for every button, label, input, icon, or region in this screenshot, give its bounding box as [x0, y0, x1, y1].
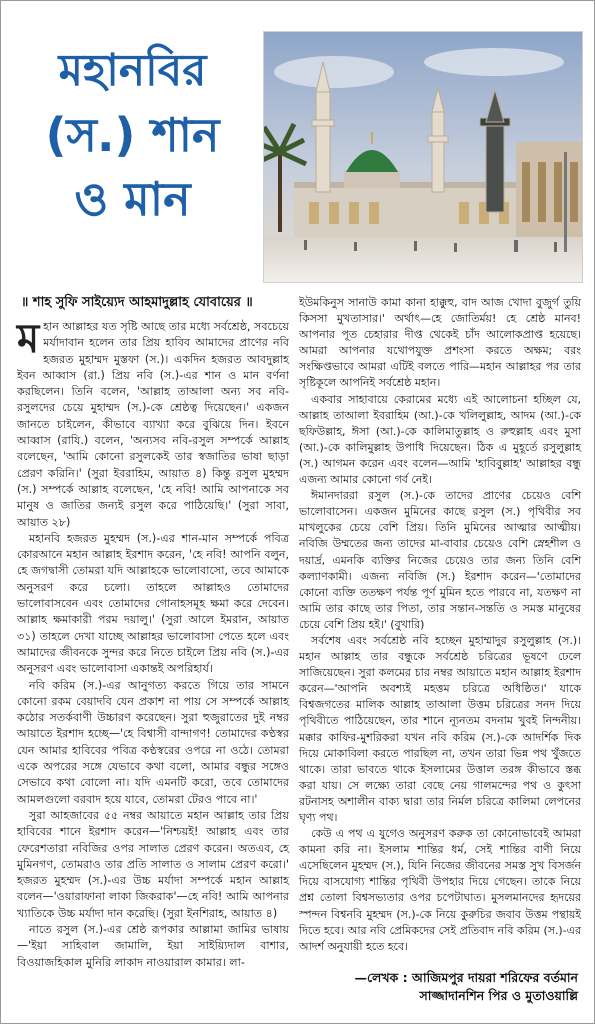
title-line-1: মহানবির — [58, 45, 207, 96]
title-line-3: ও মান — [74, 172, 191, 226]
byline: ॥ শাহ সুফি সাইয়্যেদ আহমাদুল্লাহ যোবায়ের ॥ — [21, 295, 253, 310]
paragraph: কেউ এ পথ এ যুগেও অনুসরণ করুক তা কোনোভাবেই আমরা কামনা করি না। ইসলাম শান্তির ধর্ম, সেই শান্তির বাণী নিয়ে এসেছিলেন মুহম্মদ (স.), যিনি নিজের জীবনের সমস্ত সুখ বিসর্জন দিয়ে বাসযোগ্য শান্তির পৃথিবী উপহার দিয়ে গেছেন। তাকে নিয়ে প্রশ্ন তোলা বিশ্বসভ্যতার ওপর চপেটাঘাত। মুসলমানদের হৃদয়ের স্পন্দন বিশ্বনবি মুহম্মদ (স.)-কে নিয়ে কুরুচির জবাব উত্তম পন্থায়ই দিতে হবে। আর নবি প্রেমিকদের সেই প্রতিবাদ নবি করিম (স.)-এর আদর্শ অনুযায়ী হতে হবে। — [299, 827, 581, 953]
paragraph: একবার সাহাবায়ে কেরামের মধ্যে এই আলোচনা হচ্ছিল যে, আল্লাহ তাআলা ইবরাহিম (আ.)-কে খলিলুল্লাহ, আদম (আ.)-কে ছফিউল্লাহ, ঈসা (আ.)-কে কালিমাতুল্লাহ ও রুহুল্লাহ এবং মুসা (আ.)-কে কালিমুল্লাহ উপাধি দিয়েছেন। ঠিক এ মুহূর্তে রসুলুল্লাহ (স.) আগমন করেন এবং বলেন—আমি 'হাবিবুল্লাহ' আল্লাহর বন্ধু এজন্য আমার কোনো গর্ব নেই। — [299, 392, 581, 487]
paragraph-text: হান আল্লাহর যত সৃষ্টি আছে তার মধ্যে সর্বশ্রেষ্ঠ, সবচেয়ে মর্যাদাবান হলেন তার প্রিয় হাবিব আমাদের প্রাণের নবি হজরত মুহাম্মদ মুস্তফা (স.)। একদিন হজরত আবদুল্লাহ ইবন আব্বাস (রা.) প্রিয় নবি (স.)-এর শান ও মান বর্ণনা করছিলেন। তিনি বলেন, 'আল্লাহ তাআলা অন্য সব নবি-রসুলদের চেয়ে মুহাম্মদ (স.)-কে শ্রেষ্ঠত্ব দিয়েছেন।' একজন জানতে চাইলেন, কীভাবে ব্যাখ্যা করে বুঝিয়ে দিন। ইবনে আব্বাস (রাযি.) বলেন, 'অন্যসব নবি-রসুল সম্পর্কে আল্লাহ বলেছেন, 'আমি কোনো রসুলকেই তার স্বজাতির ভাষা ছাড়া প্রেরণ করিনি।' (সুরা ইবরাহিম, আয়াত ৪) কিন্তু রসুল মুহম্মদ (স.) সম্পর্কে আল্লাহ বলেছেন, 'হে নবি! আমি আপনাকে সব মানুষ ও জাতির জন্যই রসুল করে পাঠিয়েছি।' (সুরা সাবা, আয়াত ২৮) — [17, 320, 289, 529]
paragraph — [17, 315, 289, 531]
paragraph: ঈমানদাররা রসুল (স.)-কে তাদের প্রাণের চেয়েও বেশি ভালোবাসেন। একজন মুমিনের কাছে রসুল (স.) পৃথিবীর সব মাখলুকের চেয়ে বেশি প্রিয়। তিনি মুমিনের আত্মার আত্মীয়। নবিজি উম্মতের জন্য তাদের মা-বাবার চেয়েও বেশি স্নেহশীল ও দয়ার্দ্র, এমনকি ব্যক্তির নিজের চেয়েও তার জন্য তিনি বেশি কল্যাণকামী। এজন্য নবিজি (স.) ইরশাদ করেন—'তোমাদের কোনো ব্যক্তি ততক্ষণ পর্যন্ত পূর্ণ মুমিন হতে পারবে না, যতক্ষণ না আমি তার কাছে তার পিতা, তার সন্তান-সন্ততি ও সমস্ত মানুষের চেয়ে বেশি প্রিয় হই।' (বুখারি) — [299, 489, 581, 631]
paragraph: নবি করিম (স.)-এর আনুগত্য করতে গিয়ে তার সামনে কোনো রকম বেয়াদবি যেন প্রকাশ না পায় সে সম্পর্কে আল্লাহ কঠোর সতর্কবাণী উচ্চারণ করেছেন। সুরা হুজুরাতের দুই নম্বর আয়াতে ইরশাদ হচ্ছে—'হে বিশ্বাসী বান্দাগণ! তোমাদের কণ্ঠস্বর যেন আমার হাবিবের পবিত্র কণ্ঠস্বরের ওপরে না ওঠে। তোমরা একে অপরের সঙ্গে যেভাবে কথা বলো, আমার বন্ধুর সঙ্গেও সেভাবে কথা বোলো না। যদি এমনটি করো, তবে তোমাদের আমলগুলো বরবাদ হয়ে যাবে, তোমরা টেরও পাবে না।' — [17, 678, 289, 806]
author-note-line-1: —লেখক : আজিমপুর দায়রা শরিফের বর্তমান — [354, 970, 578, 985]
left-column — [17, 315, 289, 971]
right-column — [299, 295, 581, 955]
mosque-photo — [263, 31, 583, 283]
author-note — [278, 969, 578, 1005]
paragraph: ইউমকিনুস সানাউ কামা কানা হাক্কুহু, বাদ আজ খোদা বুজুর্গ তুয়ি কিসসা মুখতাসার।' অর্থাৎ—হে জোতির্ময়! হে শ্রেষ্ঠ মানব! আপনার পূত চেহারার দীপ্ত থেকেই চাঁদ আলোকপ্রাপ্ত হয়েছে। আমরা আপনার যথোপযুক্ত প্রশংসা করতে অক্ষম; বরং সংক্ষিপ্তভাবে আমরা এটিই বলতে পারি—মহান আল্লাহর পর তার সৃষ্টিকূলে আপনিই সর্বশ্রেষ্ঠ মহান। — [299, 296, 581, 390]
author-note-line-2: সাজ্জাদানশিন পির ও মুতাওয়াল্লি — [419, 988, 578, 1003]
paragraph: মহানবি হজরত মুহম্মদ (স.)-এর শান-মান সম্পর্কে পবিত্র কোরআনে মহান আল্লাহ ইরশাদ করেন, 'হে নবি! আপনি বলুন, হে জগদ্বাসী তোমরা যদি আল্লাহকে ভালোবাসো, তবে আমাকে অনুসরণ করে চলো। তাহলে আল্লাহও তোমাদের ভালোবাসবেন এবং তোমাদের গোনাহসমূহ ক্ষমা করে দেবেন। আল্লাহ ক্ষমাকারী পরম দয়ালু।' (সুরা আলে ইমরান, আয়াত ৩১) তাহলে দেখা যাচ্ছে আল্লাহর ভালোবাসা পেতে হলে এবং আমাদের জীবনকে সুন্দর করে নিতে চাইলে প্রিয় নবি (স.)-এর অনুসরণ এবং ভালোবাসা একান্তই অপরিহার্য। — [17, 531, 289, 676]
paragraph: সুরা আহজাবের ৫৫ নম্বর আয়াতে মহান আল্লাহ তার প্রিয় হাবিবের শানে ইরশাদ করেন—'নিশ্চয়ই! আল্লাহ এবং তার ফেরেশতারা নবিজির ওপর সালাত প্রেরণ করেন। অতএব, হে মুমিনগণ, তোমরাও তার প্রতি সালাত ও সালাম প্রেরণ করো।' হজরত মুহম্মদ (স.)-এর উচ্চ মর্যাদা সম্পর্কে মহান আল্লাহ বলেন—'ওয়ারাফানা লাকা জিকরাক'—হে নবি! আমি আপনার খ্যাতিকে উচ্চ মর্যাদা দান করেছি। (সুরা ইনশিরাহ, আয়াত ৪) — [17, 808, 289, 920]
paragraph: সর্বশেষ এবং সর্বশ্রেষ্ঠ নবি হচ্ছেন মুহাম্মাদুর রসুলুল্লাহ (স.)। মহান আল্লাহ তার বন্ধুকে সর্বশ্রেষ্ঠ চরিত্রের ভূষণে ঢেলে সাজিয়েছেন। সুরা কলমের চার নম্বর আয়াতে মহান আল্লাহ ইরশাদ করেন—'আপনি অবশ্যই মহত্তম চরিত্রে অধিষ্ঠিত।' যাকে বিশ্বজগতের মালিক আল্লাহ তাআলা উত্তম চরিত্রের সনদ দিয়ে পৃথিবীতে পাঠিয়েছেন, তার শানে ন্যূনতম বদনাম খুবই নিন্দনীয়। মক্কার কাফির-মুশরিকরা যখন নবি করিম (স.)-কে আদর্শিক দিক দিয়ে মোকাবিলা করতে পারছিল না, তখন তারা ভিন্ন পথ খুঁজতে থাকে। তারা ভাবতে থাকে ইসলামের উত্তাল তরঙ্গ কীভাবে স্তব্ধ করা যায়। সে লক্ষ্যে তারা বেছে নেয় গালমন্দের পথ ও কুৎসা রটনাসহ অশালীন বাক্য দ্বারা তার নির্মল চরিত্রে কালিমা লেপনের ঘৃণ্য পথ। — [299, 633, 581, 824]
article-title — [15, 39, 250, 231]
drop-cap: ম — [17, 315, 40, 362]
mosque-photo-illustration — [264, 32, 582, 282]
title-line-2: (স.) শান — [45, 108, 220, 162]
paragraph: নাতে রসুল (স.)-এর শ্রেষ্ঠ রূপকার আল্লামা জামির ভাষায়—'ইয়া সাহিবাল জামালি, ইয়া সাইয়্যিদাল বাশার, বিওয়াজহিকাল মুনিরি লাকাদ নাওয়ারাল কামার। লা- — [17, 922, 289, 969]
